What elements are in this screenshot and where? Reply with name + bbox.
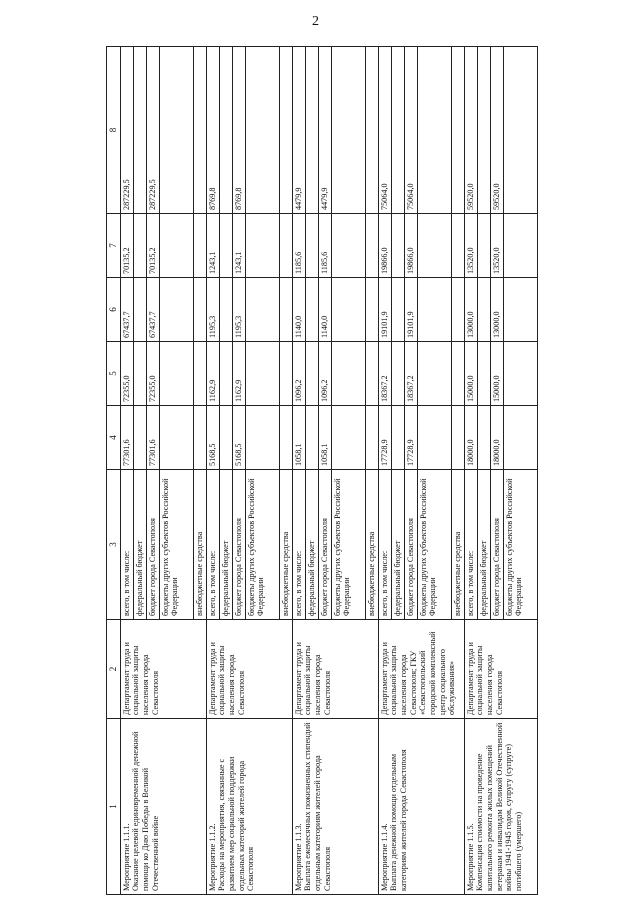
value-cell-5 [366, 342, 378, 405]
table-row [206, 47, 292, 895]
value-cell-4-group [464, 406, 537, 470]
value-cell-4: 17728,9 [405, 406, 418, 469]
value-cell-6: 67437,7 [147, 278, 160, 341]
source-cell: всего, в том числе: [379, 470, 392, 619]
value-cell-4 [418, 406, 452, 469]
table-row [120, 47, 206, 895]
value-cell-4-group [206, 406, 292, 470]
source-cell: бюджеты других субъектов Российской Федерации [418, 470, 452, 619]
value-cell-7 [418, 214, 452, 277]
value-cell-8: 59520,0 [491, 47, 504, 213]
header-cell: 2 [107, 620, 121, 719]
value-cell-7: 70135,2 [121, 214, 134, 277]
value-cell-4 [160, 406, 194, 469]
source-cell: бюджет города Севастополя [491, 470, 504, 619]
value-cell-7 [194, 214, 206, 277]
executor-cell: Департамент труда и социальной защиты населения города Севастополя [292, 620, 378, 719]
value-cell-7 [452, 214, 464, 277]
source-cell: бюджет города Севастополя [147, 470, 160, 619]
executor-cell: Департамент труда и социальной защиты населения города Севастополя [206, 620, 292, 719]
value-cell-7 [134, 214, 147, 277]
value-cell-7 [246, 214, 280, 277]
value-cell-7 [504, 214, 537, 277]
value-cell-7 [306, 214, 319, 277]
value-cell-5 [392, 342, 405, 405]
value-cell-8 [134, 47, 147, 213]
value-cell-6 [504, 278, 537, 341]
value-cell-4: 5168,5 [233, 406, 246, 469]
source-cell-group [206, 470, 292, 620]
value-cell-8 [366, 47, 378, 213]
value-cell-6-group [120, 278, 206, 342]
value-cell-4-group [120, 406, 206, 470]
source-cell: всего, в том числе: [207, 470, 220, 619]
source-cell: федеральный бюджет [220, 470, 233, 619]
value-cell-5: 18367,2 [405, 342, 418, 405]
value-cell-5: 72355,0 [147, 342, 160, 405]
executor-cell: Департамент труда и социальной защиты населения города Севастополя [120, 620, 206, 719]
value-cell-7: 13520,0 [465, 214, 478, 277]
value-cell-4 [392, 406, 405, 469]
value-cell-6 [306, 278, 319, 341]
value-cell-4: 1058,1 [319, 406, 332, 469]
value-cell-8 [332, 47, 366, 213]
value-cell-4 [246, 406, 280, 469]
source-cell-group [292, 470, 378, 620]
source-cell: внебюджетные средства [452, 531, 462, 616]
value-cell-6 [194, 278, 206, 341]
value-cell-5: 18367,2 [379, 342, 392, 405]
value-cell-5: 15000,0 [491, 342, 504, 405]
event-cell: Мероприятие 1.1.3. Выплата ежемесячных пожизненных стипендий отдельным категориям жителей города Севастополя [292, 719, 378, 895]
value-cell-7 [220, 214, 233, 277]
event-cell: Мероприятие 1.1.2. Расходы на мероприятия, связанные с развитием мер социальной поддержки отдельных категорий жителей города Севастополя [206, 719, 292, 895]
value-cell-6: 1140,0 [319, 278, 332, 341]
value-cell-5 [452, 342, 464, 405]
value-cell-6 [160, 278, 194, 341]
source-cell: бюджеты других субъектов Российской Федерации [246, 470, 280, 619]
value-cell-7: 70135,2 [147, 214, 160, 277]
value-cell-6 [366, 278, 378, 341]
value-cell-5: 1096,2 [319, 342, 332, 405]
value-cell-4 [306, 406, 319, 469]
value-cell-6 [134, 278, 147, 341]
value-cell-8 [194, 47, 206, 213]
value-cell-8-group [206, 47, 292, 214]
table-row [292, 47, 378, 895]
value-cell-8-group [464, 47, 537, 214]
executor-cell: Департамент труда и социальной защиты населения города Севастополя; ГКУ «Севастопольский городской комплексный центр социального обслуживания» [378, 620, 464, 719]
value-cell-4-group [292, 406, 378, 470]
value-cell-6 [418, 278, 452, 341]
value-cell-4: 17728,9 [379, 406, 392, 469]
header-cell: 6 [107, 278, 121, 342]
value-cell-6: 67437,7 [121, 278, 134, 341]
value-cell-7 [280, 214, 292, 277]
event-cell: Мероприятие 1.1.5. Компенсация стоимости на проведение капитального ремонта жилых помещений ветеранам и инвалидам Великой Отечественной войны 1941-1945 годов, супругу (супруге) погибшего (умершего) [464, 719, 537, 895]
value-cell-8 [160, 47, 194, 213]
value-cell-8 [478, 47, 491, 213]
value-cell-5 [504, 342, 537, 405]
value-cell-6: 1195,3 [207, 278, 220, 341]
source-cell: всего, в том числе: [293, 470, 306, 619]
table-row [378, 47, 464, 895]
value-cell-6 [392, 278, 405, 341]
value-cell-8-group [120, 47, 206, 214]
value-cell-7-group [378, 214, 464, 278]
table-row [464, 47, 537, 895]
value-cell-6: 19101,9 [405, 278, 418, 341]
value-cell-4 [504, 406, 537, 469]
value-cell-7-group [464, 214, 537, 278]
value-cell-4 [280, 406, 292, 469]
value-cell-6-group [378, 278, 464, 342]
header-cell: 5 [107, 342, 121, 406]
value-cell-8 [392, 47, 405, 213]
source-cell: бюджеты других субъектов Российской Федерации [504, 478, 524, 616]
value-cell-4: 18000,0 [491, 406, 504, 469]
header-cell: 4 [107, 406, 121, 470]
value-cell-5: 1162,9 [207, 342, 220, 405]
source-cell: бюджеты других субъектов Российской Федерации [160, 470, 194, 619]
value-cell-8 [452, 47, 464, 213]
value-cell-4 [478, 406, 491, 469]
value-cell-6-group [292, 278, 378, 342]
header-cell: 8 [107, 47, 121, 214]
header-cell: 1 [107, 719, 121, 895]
header-row [107, 47, 121, 895]
source-cell: бюджет города Севастополя [233, 470, 246, 619]
page-number: 2 [312, 14, 319, 29]
value-cell-7 [160, 214, 194, 277]
value-cell-7-group [292, 214, 378, 278]
source-cell: внебюджетные средства [194, 531, 204, 616]
source-cell: федеральный бюджет [134, 470, 147, 619]
value-cell-5: 15000,0 [465, 342, 478, 405]
value-cell-5 [418, 342, 452, 405]
budget-table [106, 46, 538, 895]
value-cell-7: 1185,6 [293, 214, 306, 277]
event-cell: Мероприятие 1.1.4. Выплата денежной помощи отдельным категориям жителей города Севастополя [378, 719, 464, 895]
value-cell-4 [220, 406, 233, 469]
value-cell-6: 13000,0 [465, 278, 478, 341]
value-cell-7 [332, 214, 366, 277]
header-cell: 7 [107, 214, 121, 278]
value-cell-6 [452, 278, 464, 341]
value-cell-8: 287229,5 [121, 47, 134, 213]
value-cell-4: 5168,5 [207, 406, 220, 469]
source-cell: федеральный бюджет [392, 470, 405, 619]
value-cell-8: 8769,8 [207, 47, 220, 213]
value-cell-6 [332, 278, 366, 341]
value-cell-4 [134, 406, 147, 469]
value-cell-8: 287229,5 [147, 47, 160, 213]
value-cell-6: 13000,0 [491, 278, 504, 341]
value-cell-8 [418, 47, 452, 213]
value-cell-8: 75064,0 [379, 47, 392, 213]
value-cell-6 [246, 278, 280, 341]
value-cell-8-group [292, 47, 378, 214]
value-cell-4: 77301,6 [121, 406, 134, 469]
event-cell: Мероприятие 1.1.1. Оказание целевой единовременной денежной помощи ко Дню Победы в Великой Отечественной войне [120, 719, 206, 895]
value-cell-5-group [378, 342, 464, 406]
value-cell-6: 1140,0 [293, 278, 306, 341]
source-cell: федеральный бюджет [478, 470, 491, 619]
value-cell-4: 77301,6 [147, 406, 160, 469]
budget-table-rotated [106, 47, 588, 895]
value-cell-7 [478, 214, 491, 277]
value-cell-5-group [292, 342, 378, 406]
value-cell-4 [366, 406, 378, 469]
value-cell-8 [504, 47, 537, 213]
value-cell-4 [452, 406, 464, 469]
value-cell-8: 8769,8 [233, 47, 246, 213]
value-cell-4-group [378, 406, 464, 470]
value-cell-6 [280, 278, 292, 341]
value-cell-5 [134, 342, 147, 405]
value-cell-6-group [206, 278, 292, 342]
value-cell-5 [478, 342, 491, 405]
source-cell-group [378, 470, 464, 620]
value-cell-4: 1058,1 [293, 406, 306, 469]
value-cell-7: 13520,0 [491, 214, 504, 277]
header-cell: 3 [107, 470, 121, 620]
value-cell-8: 4479,9 [319, 47, 332, 213]
value-cell-4 [194, 406, 206, 469]
value-cell-8: 75064,0 [405, 47, 418, 213]
value-cell-5 [246, 342, 280, 405]
value-cell-5: 72355,0 [121, 342, 134, 405]
value-cell-8 [246, 47, 280, 213]
value-cell-8: 59520,0 [465, 47, 478, 213]
value-cell-5 [280, 342, 292, 405]
value-cell-7: 1243,1 [207, 214, 220, 277]
value-cell-7-group [120, 214, 206, 278]
value-cell-5 [194, 342, 206, 405]
value-cell-5: 1096,2 [293, 342, 306, 405]
value-cell-5 [306, 342, 319, 405]
source-cell: бюджет города Севастополя [319, 470, 332, 619]
value-cell-5 [332, 342, 366, 405]
table-body [107, 47, 538, 895]
value-cell-6 [220, 278, 233, 341]
source-cell: федеральный бюджет [306, 470, 319, 619]
value-cell-5 [160, 342, 194, 405]
value-cell-5-group [120, 342, 206, 406]
source-cell-group [464, 470, 537, 620]
value-cell-8 [220, 47, 233, 213]
value-cell-7: 1185,6 [319, 214, 332, 277]
value-cell-5: 1162,9 [233, 342, 246, 405]
value-cell-8-group [378, 47, 464, 214]
value-cell-7: 19866,0 [405, 214, 418, 277]
value-cell-4: 18000,0 [465, 406, 478, 469]
value-cell-7: 1243,1 [233, 214, 246, 277]
value-cell-6-group [464, 278, 537, 342]
source-cell: всего, в том числе: [121, 470, 134, 619]
source-cell: бюджеты других субъектов Российской Федерации [332, 470, 366, 619]
value-cell-7 [392, 214, 405, 277]
executor-cell: Департамент труда и социальной защиты населения города Севастополя [464, 620, 537, 719]
value-cell-7 [366, 214, 378, 277]
value-cell-6: 1195,3 [233, 278, 246, 341]
value-cell-7: 19866,0 [379, 214, 392, 277]
value-cell-4 [332, 406, 366, 469]
source-cell: бюджет города Севастополя [405, 470, 418, 619]
value-cell-5-group [206, 342, 292, 406]
source-cell: внебюджетные средства [366, 531, 376, 616]
value-cell-6 [478, 278, 491, 341]
value-cell-5 [220, 342, 233, 405]
value-cell-8: 4479,9 [293, 47, 306, 213]
value-cell-6: 19101,9 [379, 278, 392, 341]
source-cell: внебюджетные средства [280, 531, 290, 616]
value-cell-5-group [464, 342, 537, 406]
value-cell-7-group [206, 214, 292, 278]
value-cell-8 [280, 47, 292, 213]
source-cell: всего, в том числе: [465, 470, 478, 619]
source-cell-group [120, 470, 206, 620]
value-cell-8 [306, 47, 319, 213]
